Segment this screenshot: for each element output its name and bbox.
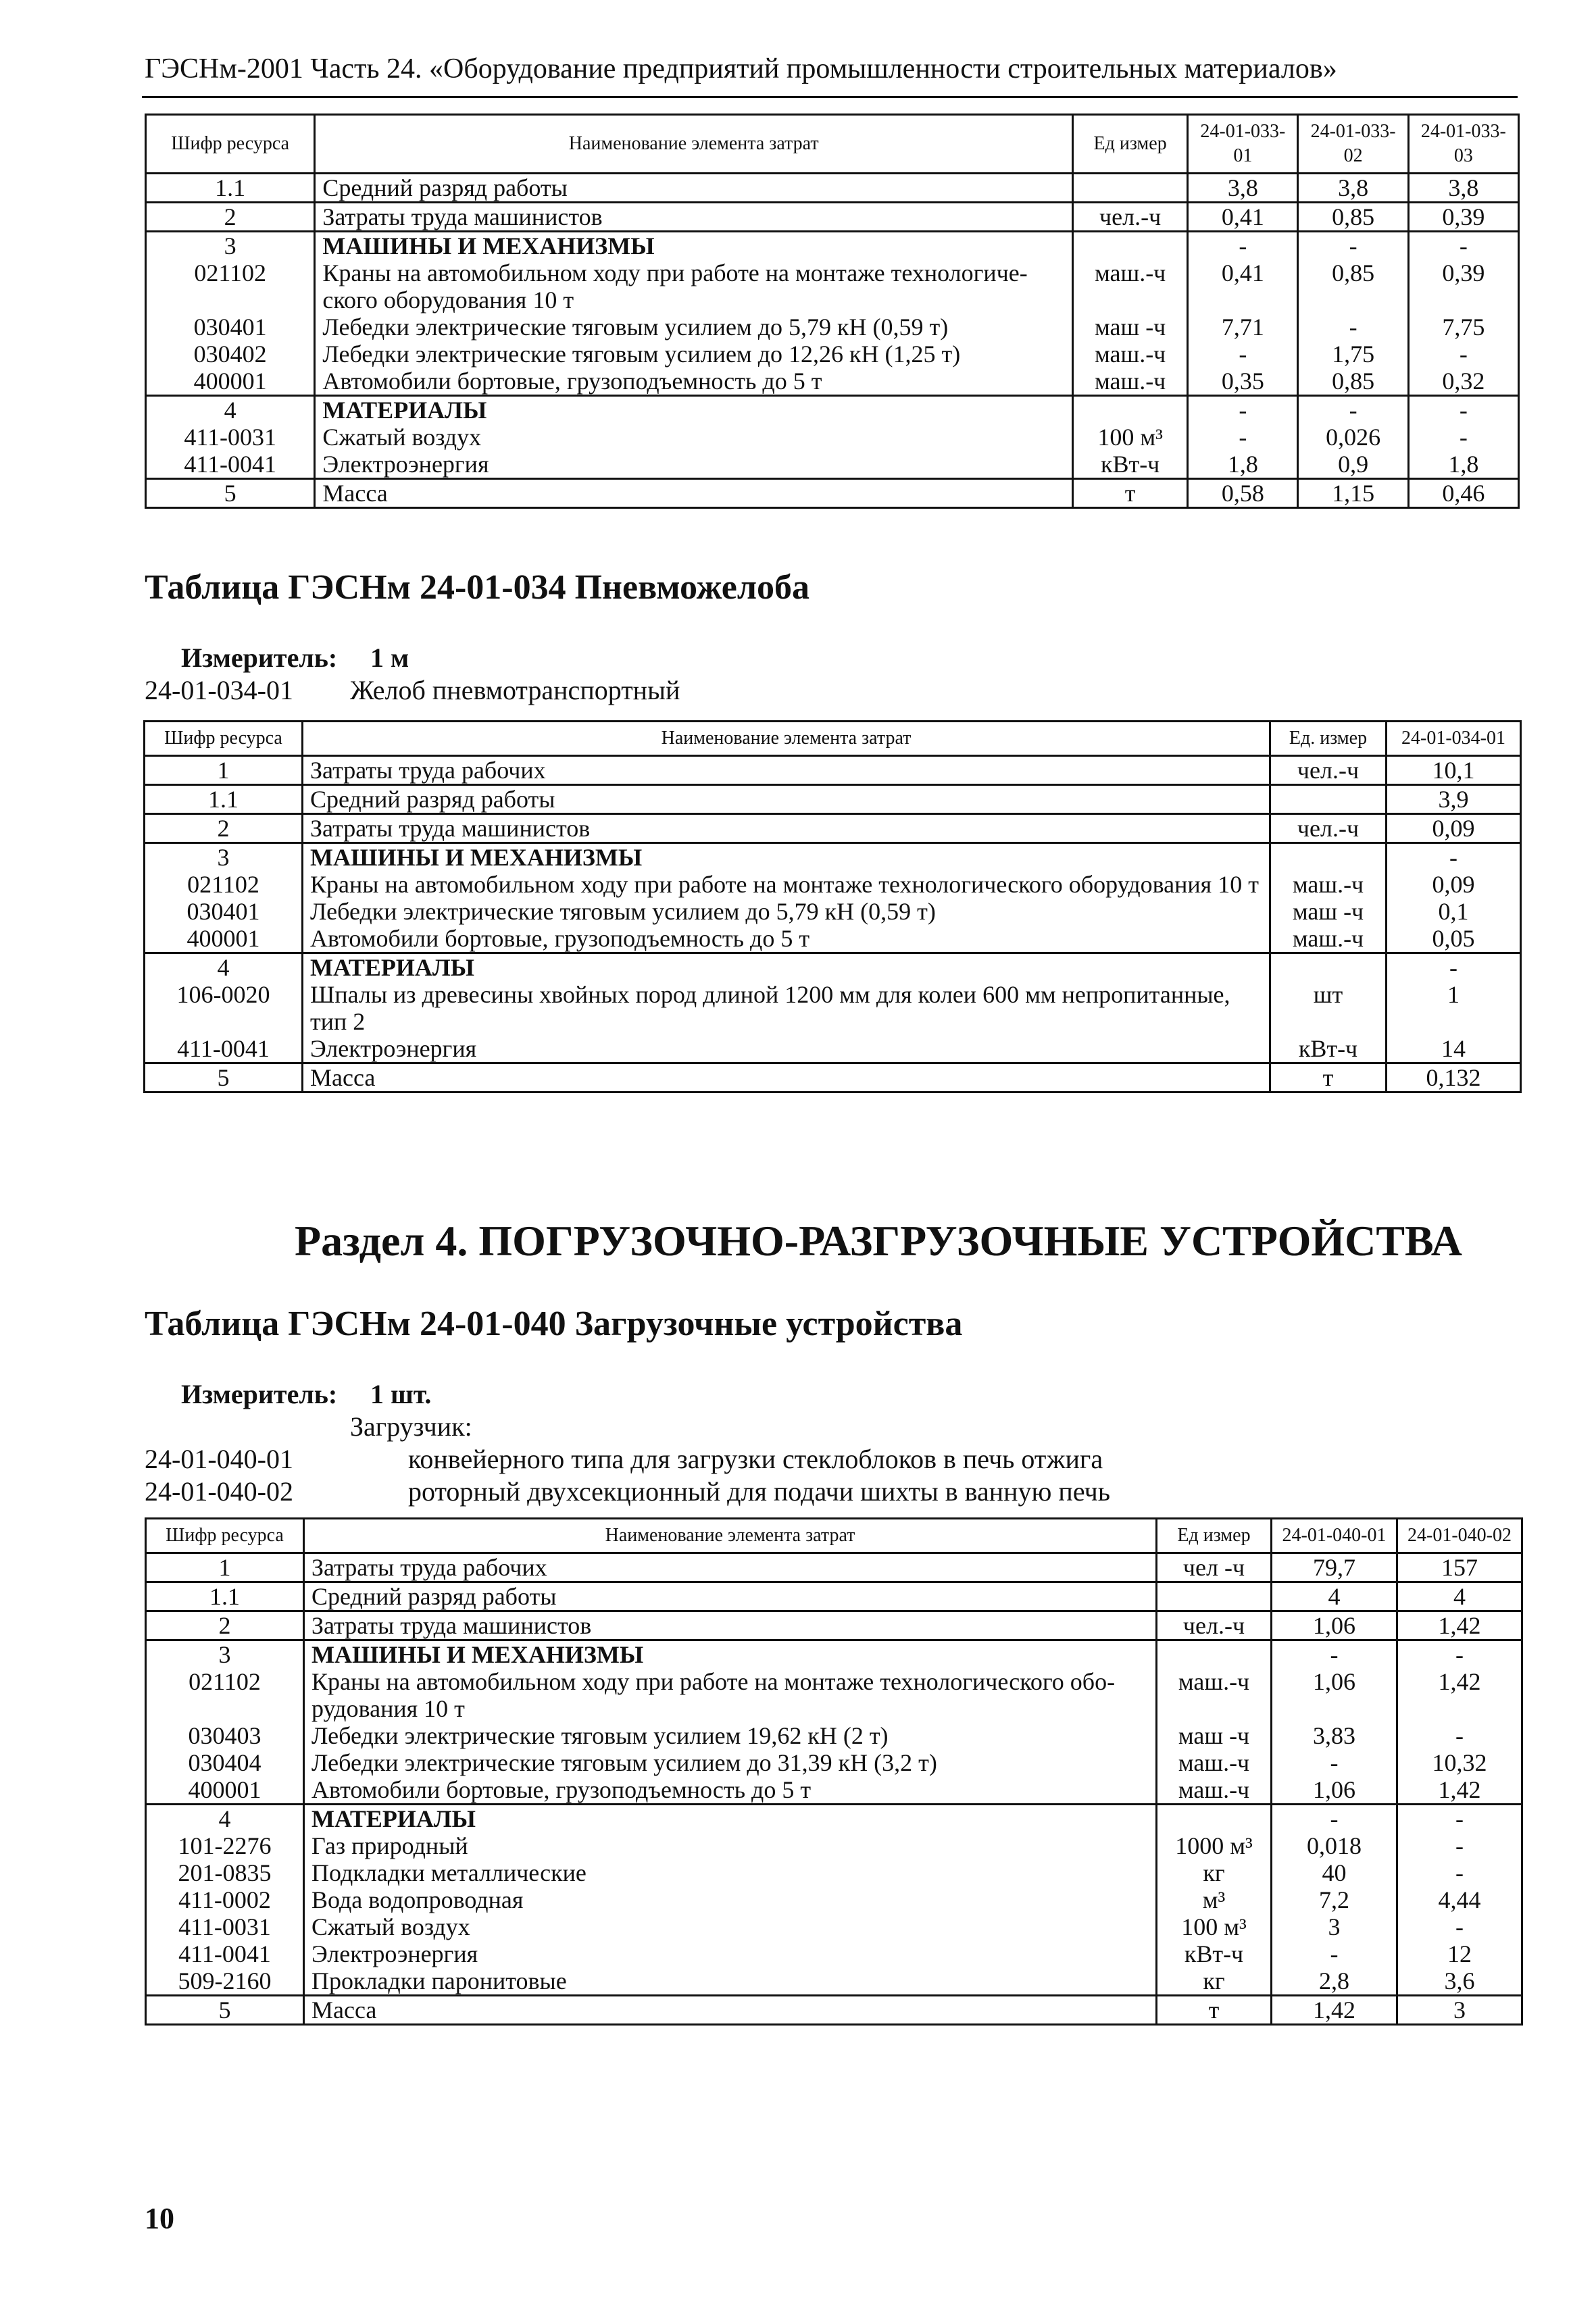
resource-table-033 <box>145 114 1520 509</box>
table-row <box>146 1749 1522 1776</box>
value-cell: 0,41 <box>1188 203 1298 232</box>
resource-name-cell: Масса <box>304 1996 1157 2025</box>
resource-name-cell: Средний разряд работы <box>303 785 1270 814</box>
value-cell: - <box>1188 396 1298 424</box>
resource-code-cell: 4 <box>145 953 303 982</box>
resource-name-cell: Сжатый воздух <box>304 1913 1157 1940</box>
value-cell: 3,8 <box>1408 174 1518 203</box>
unit-cell <box>1073 396 1188 424</box>
table-row <box>146 1582 1522 1611</box>
value-cell: - <box>1387 953 1521 982</box>
value-cell: - <box>1188 341 1298 368</box>
value-cell: 4,44 <box>1397 1886 1522 1913</box>
value-cell: 1,42 <box>1397 1611 1522 1640</box>
value-cell: - <box>1408 396 1518 424</box>
resource-table-034 <box>143 720 1522 1093</box>
table-row <box>146 1553 1522 1582</box>
resource-code-cell: 021102 <box>146 259 315 313</box>
column-header: Шифр ресурса <box>146 115 315 174</box>
resource-code-cell: 030401 <box>145 898 303 925</box>
resource-name-cell: Автомобили бортовые, грузоподъемность до 5 т <box>304 1776 1157 1805</box>
value-cell: 1,75 <box>1298 341 1408 368</box>
value-cell: 157 <box>1397 1553 1522 1582</box>
unit-cell: маш.-ч <box>1270 871 1387 898</box>
table-row <box>146 1859 1522 1886</box>
table-row <box>146 1805 1522 1833</box>
value-cell: 10,1 <box>1387 756 1521 785</box>
table-header-row <box>145 722 1521 756</box>
unit-cell: чел.-ч <box>1270 814 1387 843</box>
value-cell: - <box>1397 1913 1522 1940</box>
table-row <box>146 1776 1522 1805</box>
table-row <box>146 1886 1522 1913</box>
resource-name-cell: Электроэнергия <box>315 451 1073 479</box>
unit-cell: маш.-ч <box>1073 341 1188 368</box>
table-row <box>146 1611 1522 1640</box>
value-cell: 0,9 <box>1298 451 1408 479</box>
table-row <box>146 1967 1522 1996</box>
table-row <box>145 871 1521 898</box>
value-cell: 0,1 <box>1387 898 1521 925</box>
resource-name-cell: Шпалы из древесины хвойных пород длиной 1200 мм для колеи 600 мм непропитанные, тип 2 <box>303 981 1270 1035</box>
unit-cell: чел.-ч <box>1157 1611 1272 1640</box>
table-row <box>146 1640 1522 1669</box>
unit-cell: кВт-ч <box>1157 1940 1272 1967</box>
unit-cell: маш -ч <box>1157 1722 1272 1749</box>
value-cell: 0,39 <box>1408 203 1518 232</box>
value-cell: - <box>1397 1859 1522 1886</box>
resource-name-cell: Автомобили бортовые, грузоподъемность до 5 т <box>303 925 1270 953</box>
value-cell: - <box>1397 1805 1522 1833</box>
column-header: Наименование элемента затрат <box>303 722 1270 756</box>
resource-code-cell: 1.1 <box>146 174 315 203</box>
resource-code-cell: 400001 <box>146 368 315 396</box>
column-header: Наименование элемента затрат <box>315 115 1073 174</box>
value-cell: 7,2 <box>1272 1886 1397 1913</box>
resource-name-cell: Затраты труда рабочих <box>303 756 1270 785</box>
unit-cell: 100 м³ <box>1157 1913 1272 1940</box>
value-cell: - <box>1397 1832 1522 1859</box>
column-header: Ед измер <box>1073 115 1188 174</box>
unit-cell <box>1157 1640 1272 1669</box>
value-cell: 1 <box>1387 981 1521 1035</box>
value-cell: - <box>1298 396 1408 424</box>
column-header: 24-01-033-02 <box>1298 115 1408 174</box>
table-row <box>145 756 1521 785</box>
resource-code-cell: 5 <box>146 1996 304 2025</box>
resource-code-cell: 5 <box>145 1063 303 1092</box>
column-header: 24-01-033-03 <box>1408 115 1518 174</box>
table-row <box>146 313 1519 341</box>
resource-code-cell: 2 <box>145 814 303 843</box>
measure-label-040: Измеритель: <box>181 1379 338 1409</box>
resource-name-cell: Вода водопроводная <box>304 1886 1157 1913</box>
resource-name-cell: Лебедки электрические тяговым усилием до 5,79 кН (0,59 т) <box>315 313 1073 341</box>
table-row <box>146 368 1519 396</box>
resource-name-cell: Лебедки электрические тяговым усилием 19,62 кН (2 т) <box>304 1722 1157 1749</box>
value-cell: 3,6 <box>1397 1967 1522 1996</box>
resource-code-cell: 030402 <box>146 341 315 368</box>
resource-code-cell: 1 <box>146 1553 304 1582</box>
resource-code-cell: 411-0031 <box>146 424 315 451</box>
unit-cell <box>1270 843 1387 872</box>
table-title-034: Таблица ГЭСНм 24-01-034 Пневможелоба <box>145 568 809 607</box>
resource-code-cell: 4 <box>146 1805 304 1833</box>
table-row <box>146 341 1519 368</box>
resource-code-cell: 030401 <box>146 313 315 341</box>
value-cell: 1,42 <box>1397 1776 1522 1805</box>
table-row <box>146 1832 1522 1859</box>
table-row <box>146 1940 1522 1967</box>
value-cell: 1,42 <box>1397 1668 1522 1722</box>
item-name-040-02: роторный двухсекционный для подачи шихты в ванную печь <box>408 1476 1110 1507</box>
value-cell: 0,132 <box>1387 1063 1521 1092</box>
resource-name-cell: Электроэнергия <box>303 1035 1270 1063</box>
value-cell: 0,09 <box>1387 871 1521 898</box>
value-cell: 0,46 <box>1408 479 1518 508</box>
value-cell: - <box>1298 232 1408 260</box>
resource-code-cell: 201-0835 <box>146 1859 304 1886</box>
resource-code-cell: 1.1 <box>145 785 303 814</box>
unit-cell: кВт-ч <box>1073 451 1188 479</box>
value-cell: 14 <box>1387 1035 1521 1063</box>
unit-cell <box>1270 785 1387 814</box>
resource-code-cell: 1 <box>145 756 303 785</box>
column-header: 24-01-034-01 <box>1387 722 1521 756</box>
table-row <box>145 1063 1521 1092</box>
value-cell: 0,32 <box>1408 368 1518 396</box>
resource-code-cell: 4 <box>146 396 315 424</box>
resource-name-cell: Масса <box>303 1063 1270 1092</box>
resource-name-cell: Газ природный <box>304 1832 1157 1859</box>
unit-cell: кВт-ч <box>1270 1035 1387 1063</box>
resource-code-cell: 411-0002 <box>146 1886 304 1913</box>
resource-name-cell: Краны на автомобильном ходу при работе на монтаже технологиче-ского оборудования 10 т <box>315 259 1073 313</box>
resource-name-cell: Сжатый воздух <box>315 424 1073 451</box>
item-name-040-01: конвейерного типа для загрузки стеклоблоков в печь отжига <box>408 1444 1103 1474</box>
resource-code-cell: 411-0041 <box>146 451 315 479</box>
resource-name-cell: МАТЕРИАЛЫ <box>303 953 1270 982</box>
resource-name-cell: Затраты труда рабочих <box>304 1553 1157 1582</box>
value-cell: 1,8 <box>1188 451 1298 479</box>
value-cell: 1,15 <box>1298 479 1408 508</box>
unit-cell: кг <box>1157 1967 1272 1996</box>
header-divider <box>142 96 1518 98</box>
unit-cell <box>1270 953 1387 982</box>
unit-cell: маш.-ч <box>1270 925 1387 953</box>
value-cell: 3,9 <box>1387 785 1521 814</box>
value-cell: 0,35 <box>1188 368 1298 396</box>
value-cell: 0,85 <box>1298 259 1408 313</box>
value-cell: 1,06 <box>1272 1611 1397 1640</box>
table-row <box>146 479 1519 508</box>
item-code-040-02: 24-01-040-02 <box>145 1476 293 1507</box>
value-cell: 0,026 <box>1298 424 1408 451</box>
value-cell: - <box>1188 232 1298 260</box>
resource-code-cell: 400001 <box>145 925 303 953</box>
value-cell: 3,8 <box>1298 174 1408 203</box>
column-header: 24-01-033-01 <box>1188 115 1298 174</box>
column-header: 24-01-040-01 <box>1272 1519 1397 1553</box>
column-header: Ед. измер <box>1270 722 1387 756</box>
table-row <box>145 925 1521 953</box>
resource-name-cell: Подкладки металлические <box>304 1859 1157 1886</box>
unit-cell <box>1073 232 1188 260</box>
value-cell: - <box>1397 1640 1522 1669</box>
page-number: 10 <box>145 2202 174 2235</box>
resource-code-cell: 509-2160 <box>146 1967 304 1996</box>
value-cell: 3 <box>1397 1996 1522 2025</box>
unit-cell <box>1073 174 1188 203</box>
value-cell: 0,41 <box>1188 259 1298 313</box>
value-cell: 2,8 <box>1272 1967 1397 1996</box>
resource-name-cell: Краны на автомобильном ходу при работе на монтаже технологического обо-рудования 10 т <box>304 1668 1157 1722</box>
value-cell: 1,42 <box>1272 1996 1397 2025</box>
unit-cell: шт <box>1270 981 1387 1035</box>
resource-name-cell: МАШИНЫ И МЕХАНИЗМЫ <box>315 232 1073 260</box>
resource-code-cell: 101-2276 <box>146 1832 304 1859</box>
value-cell: 12 <box>1397 1940 1522 1967</box>
item-code-034: 24-01-034-01 <box>145 675 293 705</box>
item-code-040-01: 24-01-040-01 <box>145 1444 293 1474</box>
value-cell: 0,05 <box>1387 925 1521 953</box>
resource-code-cell: 411-0041 <box>146 1940 304 1967</box>
table-row <box>146 424 1519 451</box>
measure-value-034: 1 м <box>370 643 409 673</box>
resource-code-cell: 3 <box>146 232 315 260</box>
unit-cell: маш.-ч <box>1157 1668 1272 1722</box>
unit-cell: чел.-ч <box>1270 756 1387 785</box>
resource-code-cell: 1.1 <box>146 1582 304 1611</box>
table-row <box>146 1913 1522 1940</box>
value-cell: 0,85 <box>1298 203 1408 232</box>
resource-code-cell: 030403 <box>146 1722 304 1749</box>
resource-name-cell: Автомобили бортовые, грузоподъемность до 5 т <box>315 368 1073 396</box>
table-row <box>145 843 1521 872</box>
value-cell: - <box>1272 1640 1397 1669</box>
value-cell: 4 <box>1397 1582 1522 1611</box>
table-row <box>145 785 1521 814</box>
value-cell: 3,8 <box>1188 174 1298 203</box>
value-cell: 1,06 <box>1272 1668 1397 1722</box>
resource-name-cell: Затраты труда машинистов <box>303 814 1270 843</box>
unit-cell: маш.-ч <box>1157 1776 1272 1805</box>
column-header: Ед измер <box>1157 1519 1272 1553</box>
unit-cell: маш.-ч <box>1073 368 1188 396</box>
resource-code-cell: 2 <box>146 1611 304 1640</box>
unit-cell: т <box>1073 479 1188 508</box>
value-cell: 10,32 <box>1397 1749 1522 1776</box>
resource-code-cell: 021102 <box>146 1668 304 1722</box>
resource-name-cell: Масса <box>315 479 1073 508</box>
table-row <box>146 259 1519 313</box>
value-cell: - <box>1387 843 1521 872</box>
value-cell: - <box>1272 1749 1397 1776</box>
resource-code-cell: 2 <box>146 203 315 232</box>
resource-code-cell: 106-0020 <box>145 981 303 1035</box>
table-header-row <box>146 115 1519 174</box>
resource-code-cell: 3 <box>145 843 303 872</box>
resource-name-cell: Лебедки электрические тяговым усилием до 5,79 кН (0,59 т) <box>303 898 1270 925</box>
resource-name-cell: МАТЕРИАЛЫ <box>304 1805 1157 1833</box>
table-row <box>146 174 1519 203</box>
resource-name-cell: Затраты труда машинистов <box>304 1611 1157 1640</box>
resource-code-cell: 3 <box>146 1640 304 1669</box>
resource-code-cell: 5 <box>146 479 315 508</box>
unit-cell <box>1157 1805 1272 1833</box>
unit-cell: т <box>1270 1063 1387 1092</box>
table-row <box>145 981 1521 1035</box>
value-cell: 0,58 <box>1188 479 1298 508</box>
resource-name-cell: Лебедки электрические тяговым усилием до 31,39 кН (3,2 т) <box>304 1749 1157 1776</box>
table-row <box>146 396 1519 424</box>
resource-code-cell: 400001 <box>146 1776 304 1805</box>
value-cell: 40 <box>1272 1859 1397 1886</box>
resource-name-cell: МАШИНЫ И МЕХАНИЗМЫ <box>304 1640 1157 1669</box>
value-cell: 0,85 <box>1298 368 1408 396</box>
table-header-row <box>146 1519 1522 1553</box>
value-cell: 7,71 <box>1188 313 1298 341</box>
resource-table-040 <box>145 1517 1523 2026</box>
unit-cell: маш -ч <box>1073 313 1188 341</box>
table-row <box>145 814 1521 843</box>
resource-name-cell: МАТЕРИАЛЫ <box>315 396 1073 424</box>
measure-label-034: Измеритель: <box>181 643 338 673</box>
value-cell: - <box>1397 1722 1522 1749</box>
value-cell: 4 <box>1272 1582 1397 1611</box>
resource-name-cell: Затраты труда машинистов <box>315 203 1073 232</box>
resource-code-cell: 411-0041 <box>145 1035 303 1063</box>
value-cell: - <box>1272 1805 1397 1833</box>
table-title-040: Таблица ГЭСНм 24-01-040 Загрузочные устройства <box>145 1305 963 1343</box>
resource-code-cell: 021102 <box>145 871 303 898</box>
table-row <box>146 232 1519 260</box>
unit-cell: чел.-ч <box>1073 203 1188 232</box>
resource-name-cell: Электроэнергия <box>304 1940 1157 1967</box>
value-cell: 0,018 <box>1272 1832 1397 1859</box>
value-cell: 1,06 <box>1272 1776 1397 1805</box>
value-cell: - <box>1188 424 1298 451</box>
table-row <box>145 1035 1521 1063</box>
column-header: Шифр ресурса <box>146 1519 304 1553</box>
value-cell: 7,75 <box>1408 313 1518 341</box>
unit-cell <box>1157 1582 1272 1611</box>
value-cell: - <box>1408 232 1518 260</box>
table-row <box>146 451 1519 479</box>
unit-cell: маш.-ч <box>1157 1749 1272 1776</box>
resource-name-cell: Средний разряд работы <box>304 1582 1157 1611</box>
column-header: Наименование элемента затрат <box>304 1519 1157 1553</box>
resource-name-cell: Краны на автомобильном ходу при работе на монтаже технологического оборудования 10 т <box>303 871 1270 898</box>
resource-name-cell: Средний разряд работы <box>315 174 1073 203</box>
unit-cell: т <box>1157 1996 1272 2025</box>
column-header: 24-01-040-02 <box>1397 1519 1522 1553</box>
unit-cell: маш -ч <box>1270 898 1387 925</box>
resource-name-cell: Лебедки электрические тяговым усилием до 12,26 кН (1,25 т) <box>315 341 1073 368</box>
value-cell: 79,7 <box>1272 1553 1397 1582</box>
value-cell: - <box>1408 341 1518 368</box>
value-cell: 0,39 <box>1408 259 1518 313</box>
table-row <box>146 1668 1522 1722</box>
table-row <box>146 203 1519 232</box>
unit-cell: кг <box>1157 1859 1272 1886</box>
table-row <box>146 1722 1522 1749</box>
unit-cell: чел -ч <box>1157 1553 1272 1582</box>
table-row <box>145 953 1521 982</box>
unit-cell: м³ <box>1157 1886 1272 1913</box>
resource-name-cell: МАШИНЫ И МЕХАНИЗМЫ <box>303 843 1270 872</box>
unit-cell: маш.-ч <box>1073 259 1188 313</box>
page-header-title: ГЭСНм-2001 Часть 24. «Оборудование предприятий промышленности строительных материалов» <box>145 53 1337 84</box>
value-cell: 3 <box>1272 1913 1397 1940</box>
column-header: Шифр ресурса <box>145 722 303 756</box>
table-row <box>145 898 1521 925</box>
value-cell: 1,8 <box>1408 451 1518 479</box>
value-cell: 3,83 <box>1272 1722 1397 1749</box>
resource-code-cell: 411-0031 <box>146 1913 304 1940</box>
table-row <box>146 1996 1522 2025</box>
value-cell: - <box>1272 1940 1397 1967</box>
measure-value-040: 1 шт. <box>370 1379 432 1409</box>
item-name-034: Желоб пневмотранспортный <box>350 675 680 705</box>
value-cell: - <box>1298 313 1408 341</box>
value-cell: - <box>1408 424 1518 451</box>
value-cell: 0,09 <box>1387 814 1521 843</box>
unit-cell: 1000 м³ <box>1157 1832 1272 1859</box>
unit-cell: 100 м³ <box>1073 424 1188 451</box>
group-label-040: Загрузчик: <box>350 1411 472 1442</box>
resource-code-cell: 030404 <box>146 1749 304 1776</box>
resource-name-cell: Прокладки паронитовые <box>304 1967 1157 1996</box>
section-4-title: Раздел 4. ПОГРУЗОЧНО-РАЗГРУЗОЧНЫЕ УСТРОЙСТВА <box>295 1217 1462 1265</box>
